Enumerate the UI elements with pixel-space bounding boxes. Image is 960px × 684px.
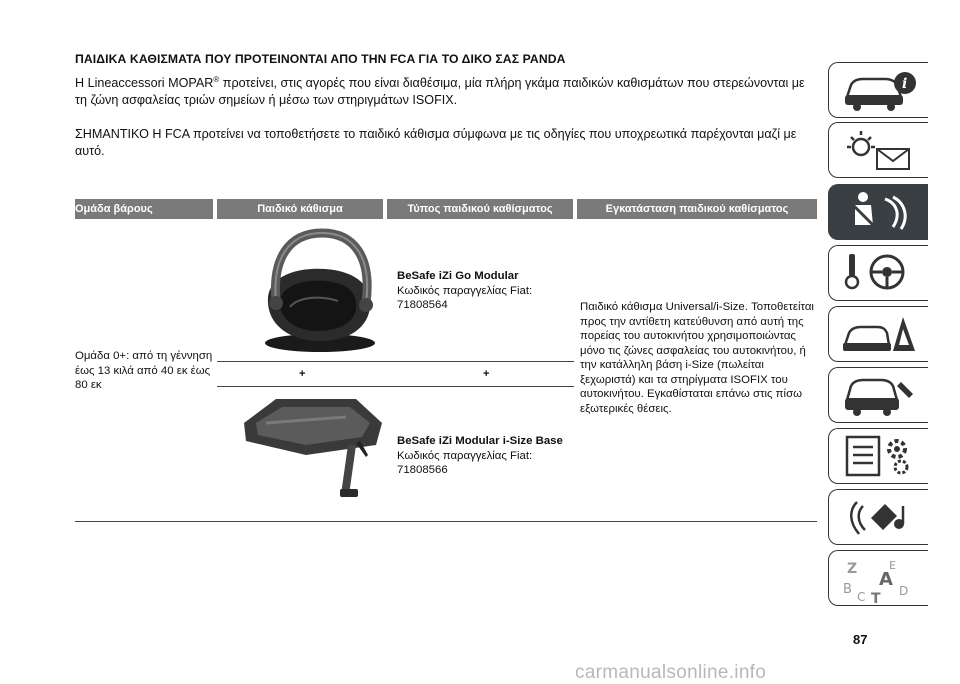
watermark: carmanualsonline.info	[575, 662, 767, 683]
index-letter-c: C	[857, 590, 866, 604]
infant-carrier-image	[250, 227, 385, 355]
row-divider	[217, 386, 574, 387]
header-weight-group-label: Ομάδα βάρους	[75, 203, 153, 215]
multimedia-icon	[841, 494, 921, 540]
breakdown-triangle-icon	[841, 311, 921, 357]
header-weight-group	[75, 199, 213, 219]
index-letter-e: E	[889, 559, 896, 572]
car-info-icon	[841, 67, 921, 113]
chapter-tab-knowing-car[interactable]	[828, 62, 928, 118]
page-number: 87	[853, 632, 868, 647]
plus-sign-2: +	[483, 368, 490, 380]
header-seat-installation: Εγκατάσταση παιδικού καθίσματος	[577, 199, 817, 219]
chapter-tab-warning-lights[interactable]	[828, 122, 928, 178]
installation-cell: Παιδικό κάθισμα Universal/i-Size. Τοποθετείται προς την αντίθετη κατεύθυνση από αυτή της πορείας του αυτοκινήτου χρησιμοποιώντας μόνο τις ζώνες ασφαλείας του αυτοκινήτου, ή την κατάλληλη βάση i-Size (πωλείται ξεχωριστά) και τα στηρίγματα ISOFIX του αυτοκινήτου. Εγκαθίσταται επάνω στις πίσω εξωτερικές θέσεις.	[580, 301, 814, 415]
chapter-tab-starting-driving[interactable]	[828, 245, 928, 301]
header-seat-type: Τύπος παιδικού καθίσματος	[387, 199, 573, 219]
intro-text-2: προτείνει, στις αγορές που είναι διαθέσιμα, μία πλήρη γκάμα παιδικών καθισμάτων που στερεώνονται με τη ζώνη ασφαλείας τριών σημείων ή μέσω των στηριγμάτων ISOFIX.	[75, 76, 805, 108]
index-letter-a: A	[879, 569, 893, 590]
seat-1-info	[397, 269, 577, 313]
chapter-tab-technical-data[interactable]	[828, 428, 928, 484]
chapter-tab-safety[interactable]	[828, 184, 928, 240]
seatbelt-airbag-icon	[841, 189, 921, 235]
important-note: ΣΗΜΑΝΤΙΚΟ Η FCA προτείνει να τοποθετήσετε το παιδικό κάθισμα σύμφωνα με τις οδηγίες που υποχρεωτικά παρέχονται μαζί με αυτό.	[75, 127, 797, 158]
seat-2-code-label: Κωδικός παραγγελίας Fiat:	[397, 449, 533, 462]
intro-text-1: Η Lineaccessori MOPAR	[75, 76, 214, 91]
warning-lights-icon	[841, 127, 921, 173]
car-service-icon	[841, 372, 921, 418]
header-child-seat: Παιδικό κάθισμα	[217, 199, 383, 219]
isize-base-image	[236, 393, 386, 511]
specs-gear-icon	[841, 433, 921, 479]
plus-sign-1: +	[299, 368, 306, 380]
seat-1-name: BeSafe iZi Go Modular	[397, 270, 519, 282]
row-divider	[217, 361, 574, 362]
steering-wheel-key-icon	[841, 250, 921, 296]
chapter-tab-emergency[interactable]	[828, 306, 928, 362]
alphabetical-index-icon	[841, 555, 921, 605]
chapter-tab-multimedia[interactable]	[828, 489, 928, 545]
index-letter-d: D	[899, 584, 909, 598]
intro-paragraph	[75, 71, 815, 109]
seat-2-code: 71808566	[397, 464, 448, 476]
seat-2-name: BeSafe iZi Modular i-Size Base	[397, 435, 563, 447]
registered-mark: ®	[213, 75, 220, 84]
table-bottom-line	[75, 521, 817, 522]
index-letter-t: T	[871, 591, 881, 605]
seat-1-code-label: Κωδικός παραγγελίας Fiat:	[397, 284, 533, 297]
svg-text:i: i	[902, 76, 908, 92]
weight-group-cell: Ομάδα 0+: από τη γέννηση έως 13 κιλά από 40 εκ έως 80 εκ	[75, 350, 213, 391]
seat-2-info	[397, 434, 577, 478]
page-title: ΠΑΙΔΙΚΑ ΚΑΘΙΣΜΑΤΑ ΠΟΥ ΠΡΟΤΕΙΝΟΝΤΑΙ ΑΠΟ ΤΗΝ FCA ΓΙΑ ΤΟ ΔΙΚΟ ΣΑΣ PANDA	[75, 52, 566, 66]
chapter-tab-maintenance[interactable]	[828, 367, 928, 423]
index-letter-b: B	[843, 582, 852, 597]
seat-1-code: 71808564	[397, 299, 448, 311]
index-letter-z: Z	[847, 561, 858, 577]
chapter-tab-index[interactable]	[828, 550, 928, 606]
